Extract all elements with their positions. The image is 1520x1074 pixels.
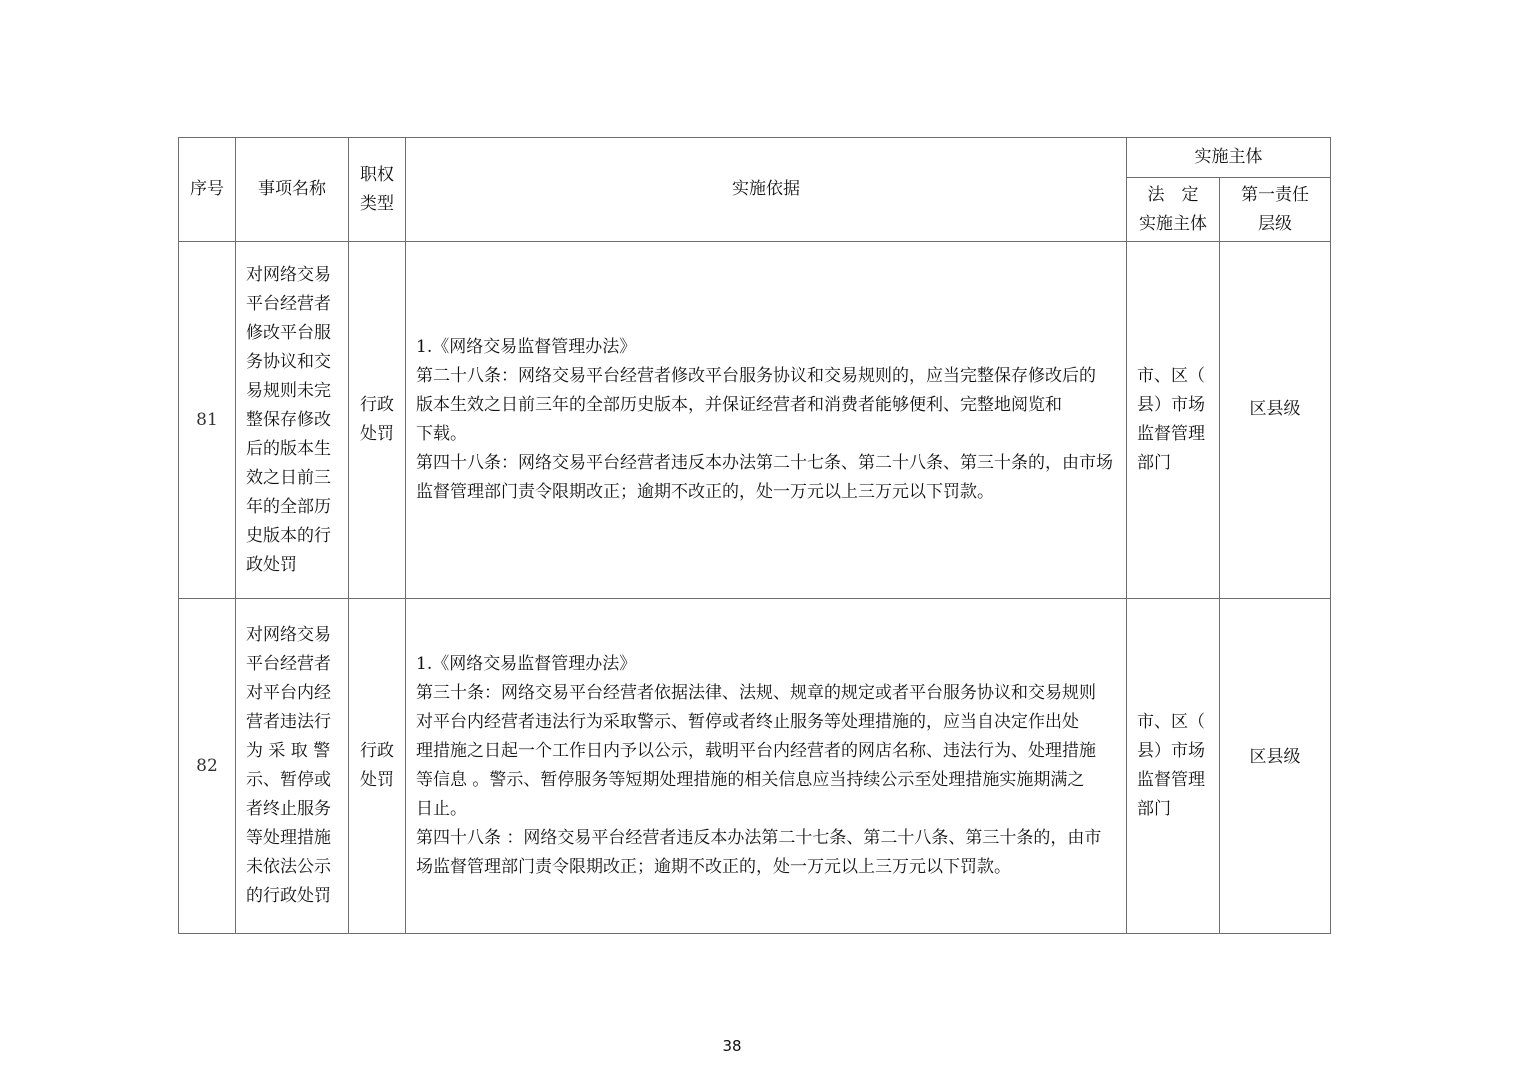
- basis-line: 等信息 。警示、暂停服务等短期处理措施的相关信息应当持续公示至处理措施实施期满之: [416, 770, 1085, 790]
- subject-line: 市、区（: [1137, 712, 1205, 732]
- header-seq: 序号: [179, 138, 236, 242]
- header-subject-group: 实施主体: [1127, 138, 1331, 178]
- name-line: 务协议和交: [246, 351, 331, 372]
- subject-line: 县）市场: [1137, 741, 1205, 761]
- name-line: 的行政处罚: [246, 886, 331, 906]
- row-first-level: 区县级: [1220, 599, 1331, 934]
- header-power-type-line1: 职权: [360, 164, 394, 185]
- name-line: 年的全部历: [246, 496, 331, 517]
- name-line: 政处罚: [246, 554, 297, 575]
- basis-line: 1.《网络交易监督管理办法》: [416, 337, 637, 357]
- name-line: 为 采 取 警: [246, 741, 331, 761]
- header-basis: 实施依据: [406, 138, 1127, 242]
- basis-line: 第四十八条 ：网络交易平台经营者违反本办法第二十七条、第二十八条、第三十条的，由市: [416, 828, 1102, 848]
- name-line: 等处理措施: [246, 828, 331, 848]
- name-line: 易规则未完: [246, 380, 331, 401]
- header-legal-subject-line2: 实施主体: [1139, 213, 1207, 234]
- row-item-name: [236, 599, 349, 934]
- subject-line: 市、区（: [1137, 366, 1205, 386]
- basis-line: 第三十条：网络交易平台经营者依据法律、法规、规章的规定或者平台服务协议和交易规则: [416, 683, 1096, 703]
- basis-line: 理措施之日起一个工作日内予以公示，载明平台内经营者的网店名称、违法行为、处理措施: [416, 741, 1096, 761]
- row-power-type: [349, 242, 406, 599]
- row-basis: [406, 599, 1127, 934]
- basis-line: 第四十八条：网络交易平台经营者违反本办法第二十七条、第二十八条、第三十条的，由市场: [416, 453, 1113, 473]
- row-legal-subject: [1127, 242, 1220, 599]
- name-line: 者终止服务: [246, 799, 331, 819]
- row-basis: [406, 242, 1127, 599]
- table-row: [179, 599, 1331, 934]
- header-first-level: [1220, 178, 1331, 242]
- authority-table: [178, 137, 1331, 934]
- basis-line: 下载。: [416, 424, 467, 444]
- basis-line: 场监督管理部门责令限期改正；逾期不改正的，处一万元以上三万元以下罚款。: [416, 857, 1011, 877]
- basis-line: 版本生效之日前三年的全部历史版本，并保证经营者和消费者能够便利、完整地阅览和: [416, 395, 1062, 415]
- name-line: 修改平台服: [246, 322, 331, 343]
- header-item-name: 事项名称: [236, 138, 349, 242]
- name-line: 后的版本生: [246, 438, 331, 459]
- name-line: 平台经营者: [246, 293, 331, 314]
- basis-line: 日止。: [416, 799, 467, 819]
- basis-line: 1.《网络交易监督管理办法》: [416, 654, 637, 674]
- header-first-level-line2: 层级: [1258, 213, 1292, 234]
- table-row: [179, 242, 1331, 599]
- page-number: 38: [722, 1037, 742, 1055]
- type-line: 处罚: [360, 770, 394, 790]
- subject-line: 部门: [1137, 453, 1171, 473]
- header-power-type-line2: 类型: [360, 193, 394, 214]
- subject-line: 监督管理: [1137, 770, 1205, 790]
- basis-line: 第二十八条：网络交易平台经营者修改平台服务协议和交易规则的，应当完整保存修改后的: [416, 366, 1096, 386]
- subject-line: 县）市场: [1137, 395, 1205, 415]
- name-line: 史版本的行: [246, 525, 331, 546]
- name-line: 示、暂停或: [246, 770, 331, 790]
- subject-line: 监督管理: [1137, 424, 1205, 444]
- basis-line: 对平台内经营者违法行为采取警示、暂停或者终止服务等处理措施的，应当自决定作出处: [416, 712, 1079, 732]
- type-line: 行政: [360, 741, 394, 761]
- header-legal-subject-line1: 法 定: [1147, 184, 1199, 205]
- name-line: 对平台内经: [246, 683, 331, 703]
- row-first-level: 区县级: [1220, 242, 1331, 599]
- type-line: 行政: [360, 395, 394, 415]
- row-seq: 81: [179, 242, 236, 599]
- header-legal-subject: [1127, 178, 1220, 242]
- name-line: 营者违法行: [246, 712, 331, 732]
- row-item-name: [236, 242, 349, 599]
- name-line: 平台经营者: [246, 654, 331, 674]
- row-seq: 82: [179, 599, 236, 934]
- name-line: 整保存修改: [246, 409, 331, 430]
- name-line: 未依法公示: [246, 857, 331, 877]
- name-line: 对网络交易: [246, 625, 331, 645]
- name-line: 对网络交易: [246, 264, 331, 285]
- row-power-type: [349, 599, 406, 934]
- type-line: 处罚: [360, 424, 394, 444]
- name-line: 效之日前三: [246, 467, 331, 488]
- row-legal-subject: [1127, 599, 1220, 934]
- subject-line: 部门: [1137, 799, 1171, 819]
- basis-line: 监督管理部门责令限期改正；逾期不改正的，处一万元以上三万元以下罚款。: [416, 482, 994, 502]
- header-first-level-line1: 第一责任: [1241, 184, 1309, 205]
- header-power-type: [349, 138, 406, 242]
